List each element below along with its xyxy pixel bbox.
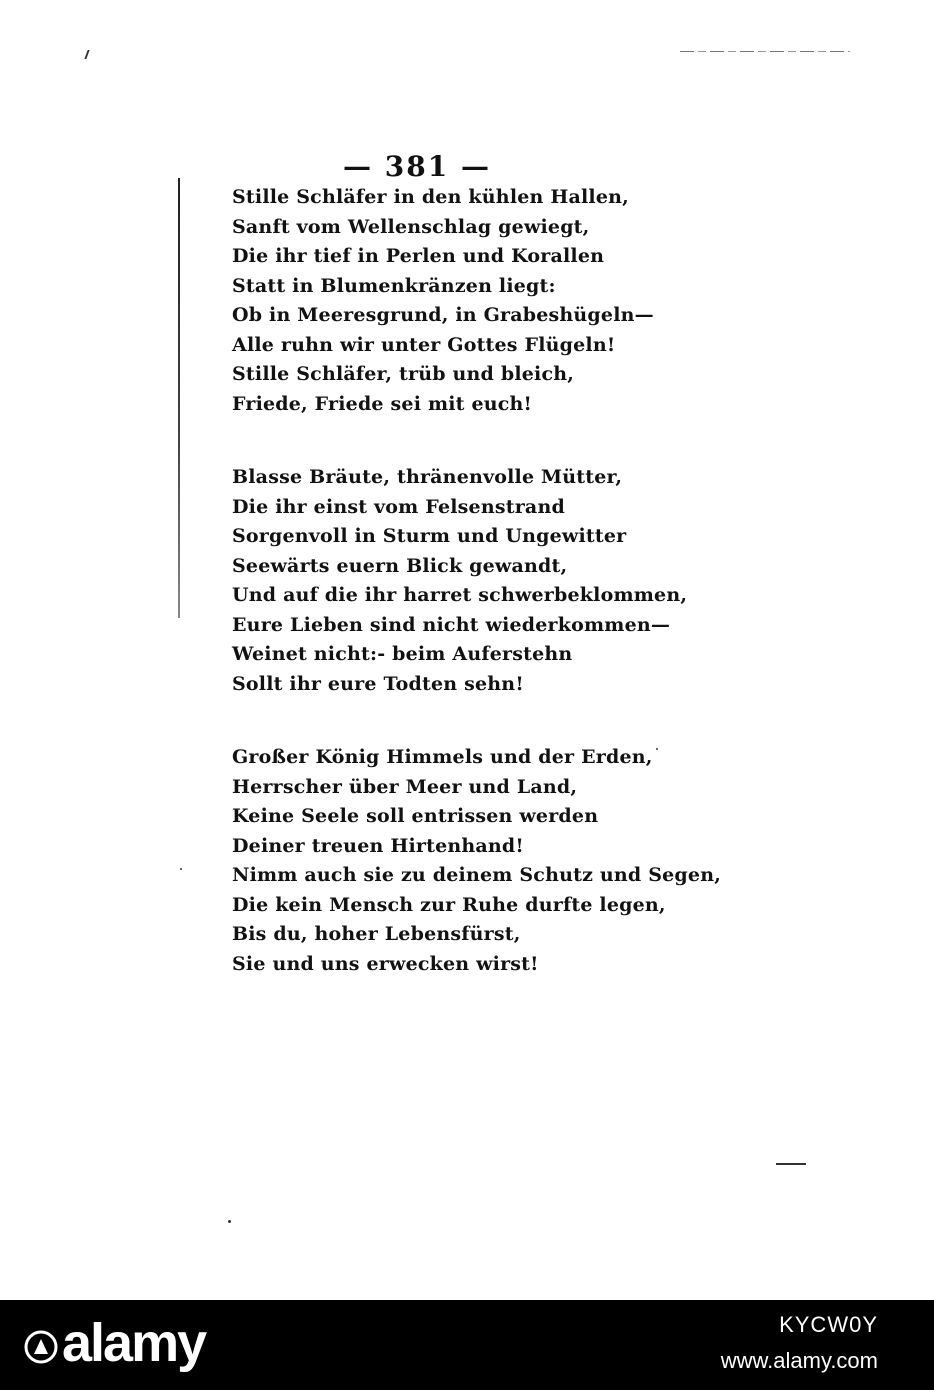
scan-speck [656, 748, 658, 750]
watermark-footer [0, 1300, 934, 1390]
poem-line: Statt in Blumenkränzen liegt: [232, 274, 556, 297]
image-id: KYCW0Y [779, 1312, 878, 1337]
stanza-3 [232, 743, 752, 979]
poem-line: Stille Schläfer, trüb und bleich, [232, 363, 575, 385]
bottom-rule [776, 1163, 806, 1165]
poem-line: Sie und uns erwecken wirst! [232, 952, 539, 975]
poem-line: Sanft vom Wellenschlag gewiegt, [232, 215, 590, 238]
scan-speck [228, 1220, 231, 1223]
poem-line: Keine Seele soll entrissen werden [232, 805, 599, 827]
brand-name: alamy [62, 1313, 206, 1373]
poem-line: Die ihr einst vom Felsenstrand [232, 495, 565, 518]
poem-line: Weinet nicht:- beim Auferstehn [232, 643, 573, 665]
poem-line: Bis du, hoher Lebensfürst, [232, 923, 521, 945]
poem-line: Blasse Bräute, thränenvolle Mütter, [232, 466, 623, 488]
poem-line: Nimm auch sie zu deinem Schutz und Segen, [232, 864, 722, 886]
poem-line: Ob in Meeresgrund, in Grabeshügeln— [232, 304, 654, 326]
poem-line: Herrscher über Meer und Land, [232, 775, 578, 798]
poem-line: Seewärts euern Blick gewandt, [232, 554, 568, 577]
stanza-1 [232, 183, 752, 419]
stanza-2 [232, 463, 752, 699]
page-number: — 381 — [343, 150, 491, 183]
poem-line: Deiner treuen Hirtenhand! [232, 834, 524, 857]
scan-speck [180, 868, 182, 870]
poem-line: Sorgenvoll in Sturm und Ungewitter [232, 525, 627, 547]
poem-line: Alle ruhn wir unter Gottes Flügeln! [232, 333, 616, 356]
poem-line: Sollt ihr eure Todten sehn! [232, 672, 524, 695]
poem-line: Eure Lieben sind nicht wiederkommen— [232, 613, 671, 636]
alamy-logo-icon [24, 1330, 58, 1364]
poem-line: Die ihr tief in Perlen und Korallen [232, 245, 605, 267]
poem-line: Und auf die ihr harret schwerbeklommen, [232, 584, 688, 606]
scan-mark [84, 50, 89, 59]
top-rule [680, 51, 850, 52]
left-margin-rule [178, 178, 180, 618]
poem-line: Friede, Friede sei mit euch! [232, 392, 533, 415]
poem-line: Stille Schläfer in den kühlen Hallen, [232, 186, 629, 208]
poem [232, 183, 752, 1023]
poem-line: Die kein Mensch zur Ruhe durfte legen, [232, 893, 666, 916]
poem-line: Großer König Himmels und der Erden, [232, 746, 653, 768]
brand-logo[interactable] [24, 1308, 205, 1378]
site-url[interactable]: www.alamy.com [720, 1348, 878, 1373]
